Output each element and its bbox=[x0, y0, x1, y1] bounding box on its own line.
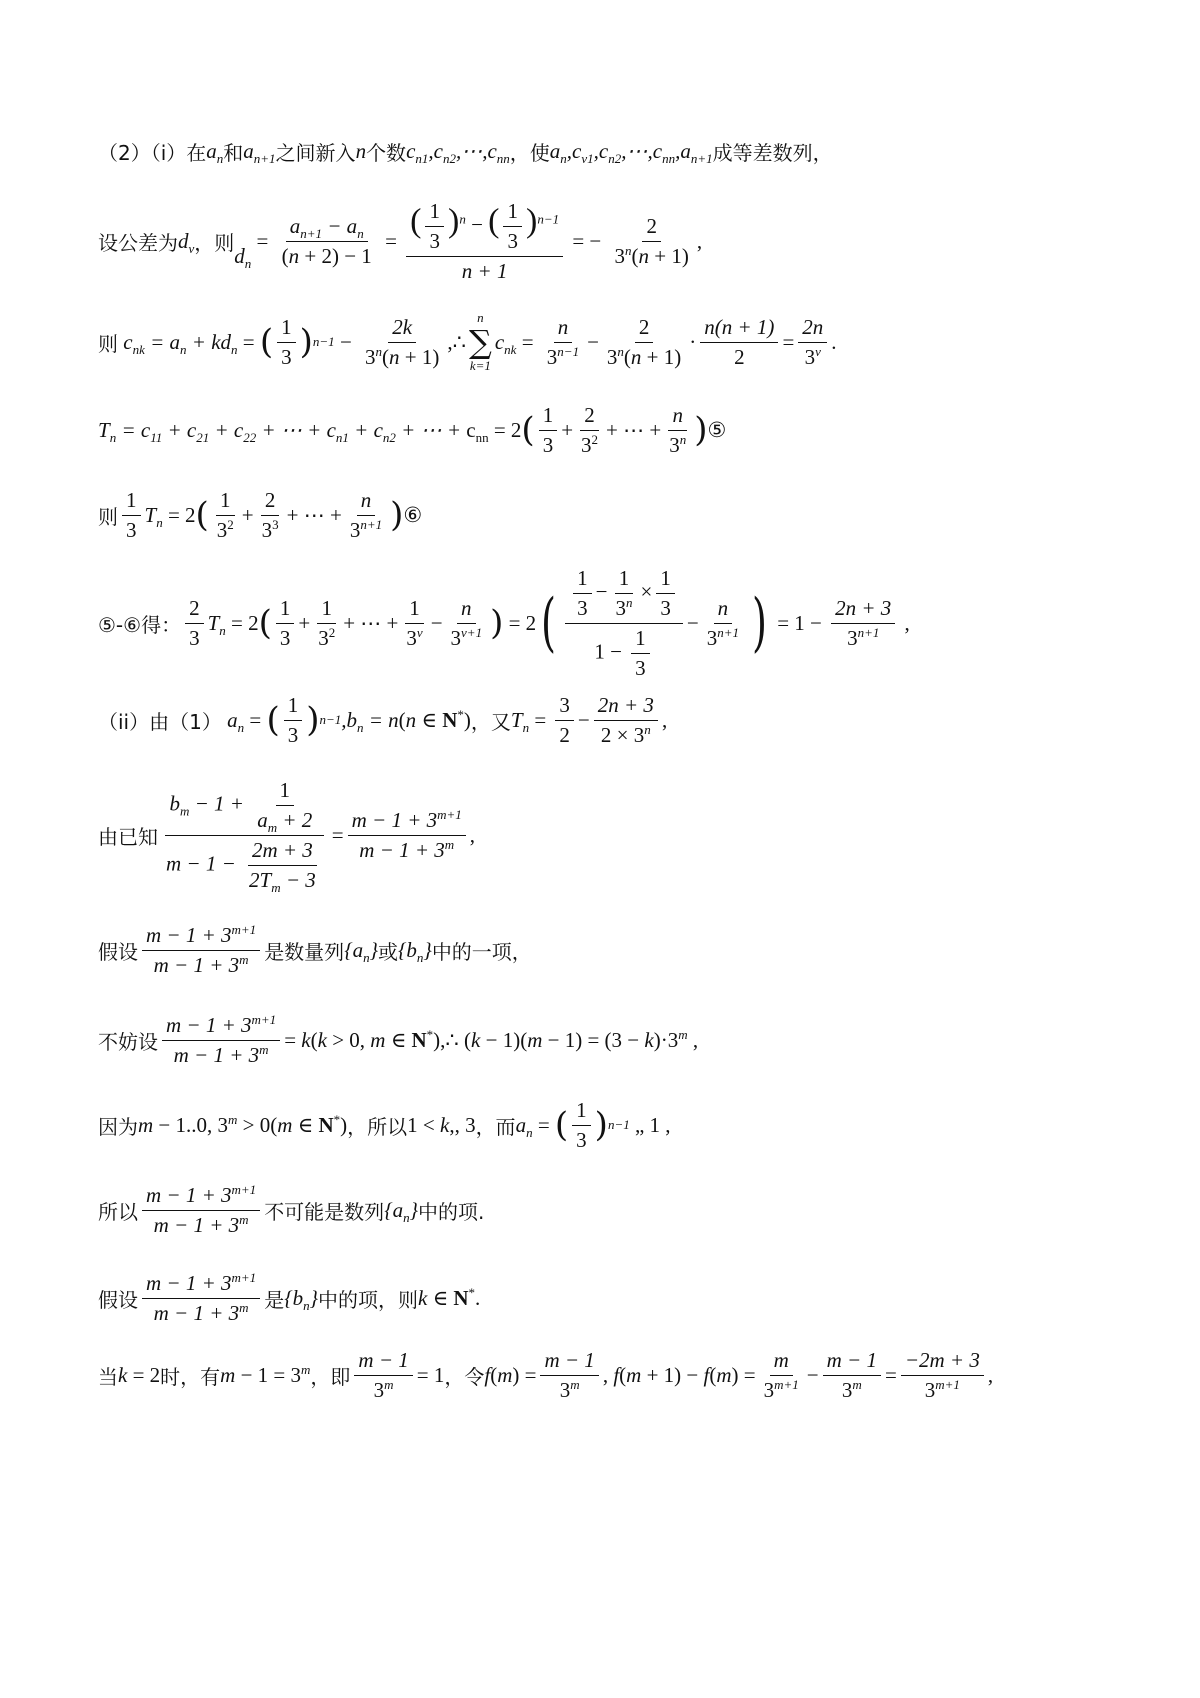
text: ，使 bbox=[509, 141, 550, 165]
text: 是 bbox=[264, 1287, 285, 1312]
line-11: 因为 m − 1..0, $3^m > 0(m$ ∈ N*) ，所以 1 < k,, 3 ，而 $a_n$ = ( $\frac{1}{3}$ ) n−1 „ 1 , bbox=[98, 1097, 671, 1152]
text: 成等差数列， bbox=[712, 141, 833, 165]
line-13: 假设 $\frac{m - 1 + 3^{m+1}}{m - 1 + 3^m}$ 是 $\{b_n\}$ 中的项，则 k ∈ N*. bbox=[98, 1269, 481, 1325]
line-8: 由已知 $b_m - 1$ + $\frac{1}{a_m + 2}$ m − 1 − $\frac{2m + 3}{2T_m - 3}$ = $\frac{m - 1 + 3^{m+1}}{m - 1 + 3^m}$ , bbox=[98, 777, 476, 895]
text: ，即 bbox=[310, 1364, 351, 1389]
text: 假设 bbox=[98, 939, 138, 964]
line-7: （ii）由（1） $a_n$ = ( $\frac{1}{3}$ ) n−1 $,b_n = n$ (n ∈ N*) ，又 $T_n$ = $\frac{3}{2}$ − $\frac{2n + 3}{2 \times 3^n}$ , bbox=[98, 692, 668, 747]
text: 中的项. bbox=[418, 1199, 485, 1224]
text: 或 bbox=[378, 939, 398, 964]
text: 中的项，则 bbox=[318, 1287, 418, 1312]
text: 假设 bbox=[98, 1287, 138, 1312]
text: （2）（i）在 bbox=[98, 141, 207, 165]
line-2: 设公差为 $d_v$ ，则 $d_n$ = $\frac{a_{n+1} - a_n}{(n + 2) - 1}$ = ( $\frac{1}{3}$ )$^n$ − ( $\frac{1}{3}$ )$^{n-1}$ n + 1 = − $\frac{2}{3^n(n + 1)}$ , bbox=[98, 198, 703, 283]
line-12: 所以 $\frac{m - 1 + 3^{m+1}}{m - 1 + 3^m}$ 不可能是数列 $\{a_n\}$ 中的项. bbox=[98, 1181, 485, 1237]
circled-five: ⑤ bbox=[707, 417, 727, 442]
text: ，则 bbox=[194, 230, 235, 255]
text: 之间新入 bbox=[275, 141, 356, 165]
line-4: $T_n = c_{11} + c_{21} + c_{22}$ + ⋯ + $c_{n1} + c_{n2}$ + ⋯ + $c_{nn} = 2$ ( $\frac{1}{3}$ + $\frac{2}{3^2}$ + ⋯ + $\frac{n}{3^n}$ ) ⑤ bbox=[98, 402, 727, 457]
text: ，而 bbox=[475, 1114, 516, 1139]
text: 则 bbox=[98, 331, 118, 356]
text: 设公差为 bbox=[98, 230, 178, 255]
text: 当 bbox=[98, 1364, 118, 1389]
text: 由已知 bbox=[98, 824, 158, 849]
text: ⑤-⑥得： bbox=[98, 612, 182, 637]
line-1: （2）（i）在 $a_n$ 和 $a_{n+1}$ 之间新入 n 个数 $c_{n1},c_{n2},\cdots,c_{nn}$ ，使 $a_n,c_{v1},c_{n2},\cdots,c_{nn},a_{n+1}$ 成等差数列， bbox=[98, 139, 833, 167]
text: 则 bbox=[98, 504, 118, 529]
text: 中的一项， bbox=[431, 939, 532, 964]
line-5: 则 $\frac{1}{3}$ $T_n$ = 2 ( $\frac{1}{3^2}$ + $\frac{2}{3^3}$ + ⋯ + $\frac{n}{3^{n+1}}$ ) ⑥ bbox=[98, 487, 423, 542]
text: 和 bbox=[223, 141, 244, 165]
line-14: 当 k = 2 时，有 m − $1 = 3^m$ ，即 $\frac{m - 1}{3^m}$ = 1 ，令 f (m) = $\frac{m - 1}{3^m}$ , f(m + 1) − f(m) = $\frac{m}{3^{m+1}}$ − $\frac{m - 1}{3^m}$ = $\frac{-2m + 3}{3^{m+1}}$ , bbox=[98, 1347, 994, 1402]
text: 个数 bbox=[366, 141, 407, 165]
line-3: 则 $c_{nk} = a_n + kd_n$ = ( $\frac{1}{3}$ ) n−1 − $\frac{2k}{3^n(n + 1)}$ ,∴ n ∑ k=1 $c_{nk}$ = $\frac{n}{3^{n-1}}$ − $\frac{2}{3^n(n + 1)}$ · $\frac{n(n + 1)}{2}$ = $\frac{2n}{3^v}$ . bbox=[98, 310, 837, 373]
text: 因为 bbox=[98, 1114, 138, 1139]
text: ，令 bbox=[444, 1364, 485, 1389]
text: 不可能是数列 bbox=[264, 1199, 385, 1224]
line-9: 假设 $\frac{m - 1 + 3^{m+1}}{m - 1 + 3^m}$ 是数量列 $\{a_n\}$ 或 $\{b_n\}$ 中的一项， bbox=[98, 921, 532, 977]
text: 不妨设 bbox=[98, 1029, 158, 1054]
line-10: 不妨设 $\frac{m - 1 + 3^{m+1}}{m - 1 + 3^m}$ = k (k > 0, m ∈ N*),∴ $(k - 1)(m - 1) = (3 - k)\cdot 3^m$ , bbox=[98, 1011, 699, 1067]
text: ，所以 bbox=[347, 1114, 408, 1139]
line-6: ⑤-⑥得： $\frac{2}{3}$ $T_n$ = 2 ( $\frac{1}{3}$ + $\frac{1}{3^2}$ + ⋯ + $\frac{1}{3^v}$ − $\frac{n}{3^{v+1}}$ ) = 2 ( $\frac{1}{3}$ − $\frac{1}{3^n}$ × $\frac{1}{3}$ 1 − $\frac{1}{3}$ − $\frac{n}{3^{n+1}}$ ) = 1 − $\frac{2n + 3}{3^{n+1}}$ , bbox=[98, 565, 910, 680]
text: ，又 bbox=[470, 709, 511, 734]
text: 是数量列 bbox=[264, 939, 345, 964]
text: （ii）由（1） bbox=[98, 709, 222, 734]
text: 时，有 bbox=[160, 1364, 221, 1389]
circled-six: ⑥ bbox=[403, 502, 423, 527]
text: 所以 bbox=[98, 1199, 138, 1224]
